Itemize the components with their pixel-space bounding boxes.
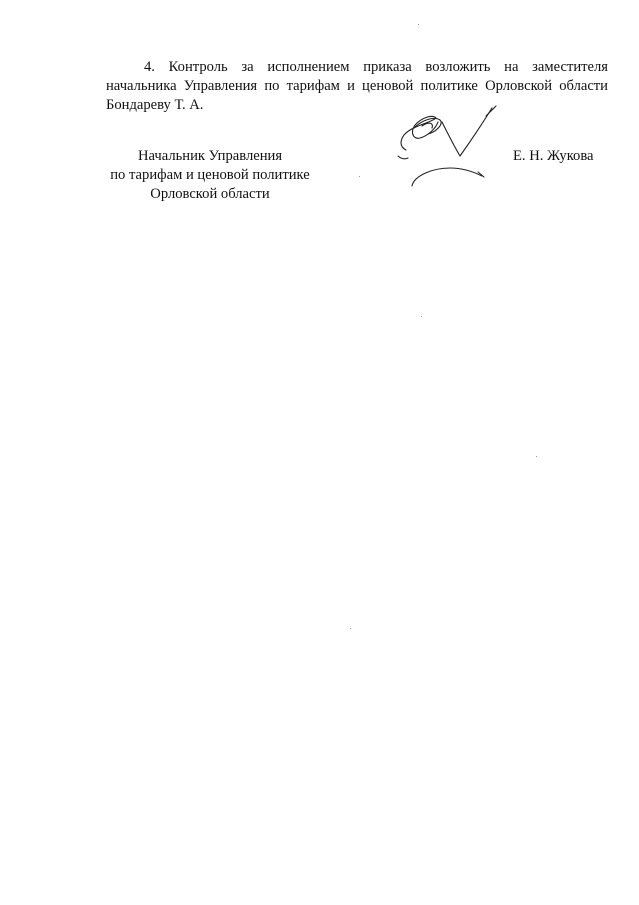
position-line-3: Орловской области — [150, 186, 270, 202]
paragraph-item-4: 4. Контроль за исполнением приказа возложить на заместителя начальника Управления по тарифам и ценовой политике Орловской области Бондареву Т. А. — [106, 59, 608, 113]
signer-name: Е. Н. Жукова — [513, 148, 594, 164]
scan-speck — [536, 456, 537, 457]
handwritten-signature — [392, 100, 502, 200]
signatory-position — [100, 147, 320, 204]
scan-speck — [350, 628, 351, 629]
scan-speck — [421, 316, 422, 317]
scan-speck — [359, 176, 360, 177]
position-line-2: по тарифам и ценовой политике — [110, 167, 310, 183]
scan-speck — [418, 24, 419, 25]
position-line-1: Начальник Управления — [137, 148, 283, 164]
